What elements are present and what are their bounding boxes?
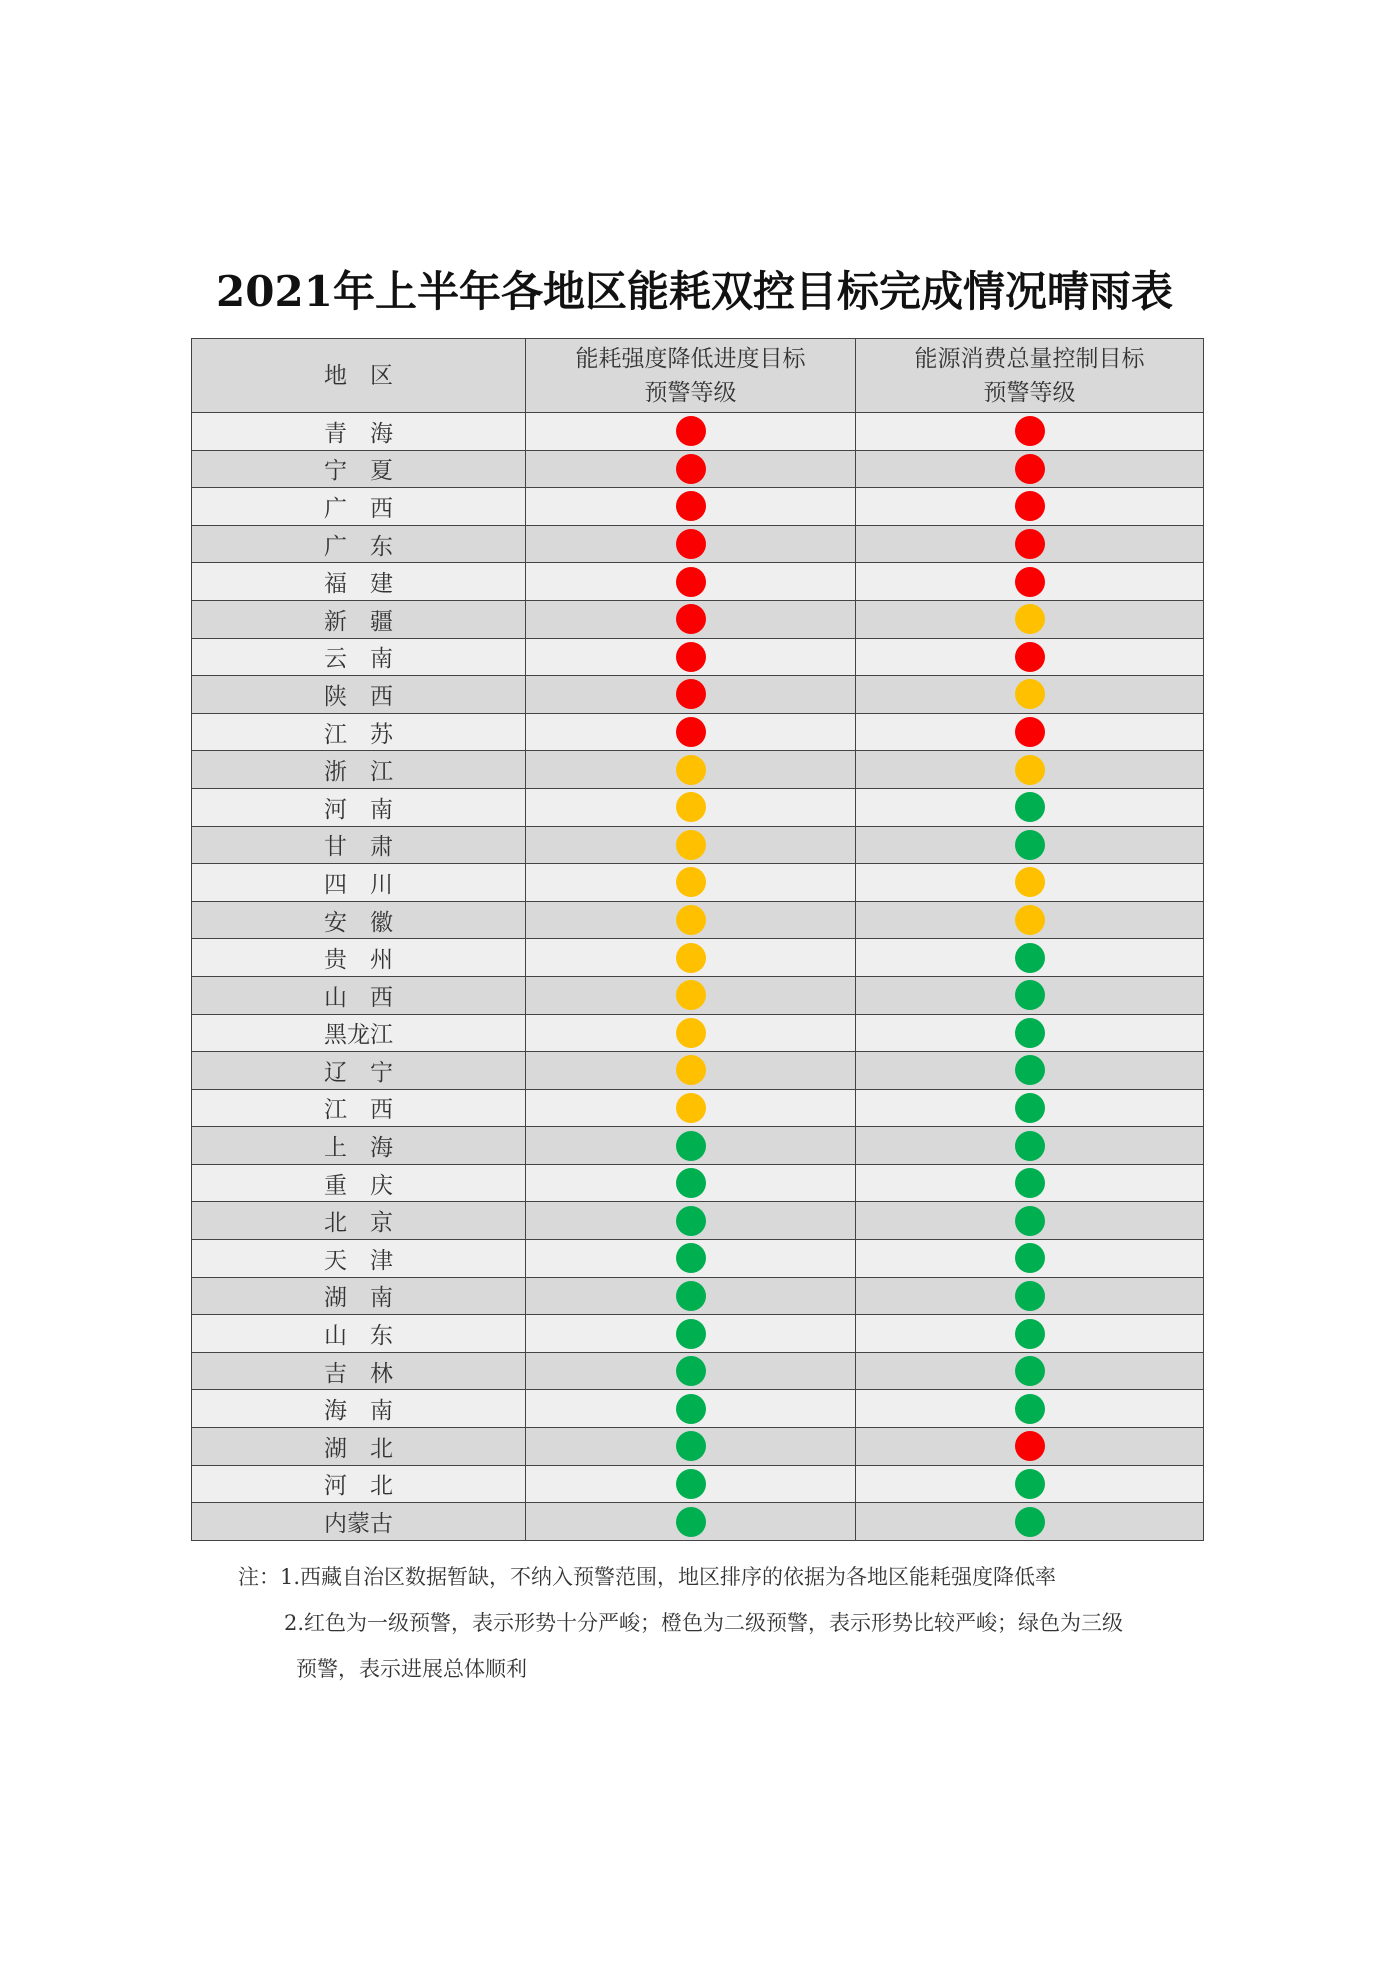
table-row [192,488,1204,526]
warning-dot-orange [1015,604,1045,634]
total-warning-cell [856,1164,1204,1202]
table-row [192,1352,1204,1390]
region-cell [192,488,526,526]
warning-dot-green [676,1206,706,1236]
table-row [192,600,1204,638]
warning-dot-green [1015,792,1045,822]
region-name: 内蒙古 [324,1511,393,1538]
warning-dot-orange [1015,905,1045,935]
total-warning-cell [856,939,1204,977]
header-total-line1: 能源消费总量控制目标 [914,345,1145,372]
intensity-warning-cell [526,1315,856,1353]
intensity-warning-cell [526,826,856,864]
intensity-warning-cell [526,713,856,751]
footnotes [238,1554,1208,1692]
region-cell [192,1352,526,1390]
region-cell [192,413,526,451]
intensity-warning-cell [526,1164,856,1202]
intensity-warning-cell [526,676,856,714]
warning-dot-orange [676,1018,706,1048]
table-row [192,1089,1204,1127]
warning-dot-red [676,642,706,672]
intensity-warning-cell [526,1503,856,1541]
region-cell [192,1127,526,1165]
table-row [192,788,1204,826]
region-cell [192,563,526,601]
region-cell [192,676,526,714]
header-total-line2: 预警等级 [983,379,1076,406]
region-cell [192,1052,526,1090]
intensity-warning-cell [526,1465,856,1503]
region-name: 安 徽 [324,909,393,936]
intensity-warning-cell [526,1089,856,1127]
total-warning-cell [856,676,1204,714]
warning-dot-green [1015,1319,1045,1349]
table-row [192,1428,1204,1466]
warning-dot-green [1015,1281,1045,1311]
region-cell [192,1390,526,1428]
region-cell [192,600,526,638]
warning-dot-green [676,1394,706,1424]
note-line-1: 注：1.西藏自治区数据暂缺，不纳入预警范围，地区排序的依据为各地区能耗强度降低率 [238,1565,1057,1589]
warning-dot-orange [676,980,706,1010]
table-body [192,413,1204,1541]
table-row [192,826,1204,864]
total-warning-cell [856,1240,1204,1278]
note-line-2: 2.红色为一级预警，表示形势十分严峻；橙色为二级预警，表示形势比较严峻；绿色为三级 [284,1611,1124,1635]
total-warning-cell [856,1089,1204,1127]
total-warning-cell [856,1014,1204,1052]
warning-dot-green [1015,1206,1045,1236]
warning-dot-orange [676,1055,706,1085]
table-row [192,1014,1204,1052]
header-intensity-line1: 能耗强度降低进度目标 [575,345,806,372]
warning-dot-green [1015,1507,1045,1537]
region-cell [192,901,526,939]
table-row [192,1315,1204,1353]
region-name: 贵 州 [324,947,393,974]
note-line-3: 预警，表示进展总体顺利 [296,1657,527,1681]
total-warning-cell [856,1428,1204,1466]
table-row [192,1390,1204,1428]
region-name: 河 北 [324,1473,393,1500]
region-cell [192,1465,526,1503]
warning-dot-orange [676,830,706,860]
intensity-warning-cell [526,488,856,526]
warning-dot-orange [676,755,706,785]
warning-dot-green [1015,1055,1045,1085]
warning-dot-orange [1015,679,1045,709]
intensity-warning-cell [526,1352,856,1390]
table-row [192,976,1204,1014]
warning-dot-red [1015,642,1045,672]
intensity-warning-cell [526,864,856,902]
table-row [192,713,1204,751]
warning-dot-orange [676,867,706,897]
total-warning-cell [856,638,1204,676]
region-cell [192,1315,526,1353]
total-warning-cell [856,488,1204,526]
region-cell [192,1014,526,1052]
total-warning-cell [856,413,1204,451]
warning-dot-green [1015,1018,1045,1048]
region-name: 浙 江 [324,759,393,786]
warning-dot-green [1015,830,1045,860]
warning-dot-orange [1015,755,1045,785]
table-row [192,413,1204,451]
table-header-row [192,339,1204,413]
region-cell [192,638,526,676]
warning-dot-green [676,1507,706,1537]
intensity-warning-cell [526,1127,856,1165]
region-cell [192,1240,526,1278]
region-cell [192,1503,526,1541]
warning-dot-green [676,1319,706,1349]
table-row [192,864,1204,902]
warning-dot-green [676,1243,706,1273]
warning-dot-green [1015,1093,1045,1123]
warning-dot-red [1015,1431,1045,1461]
intensity-warning-cell [526,1390,856,1428]
warning-dot-green [676,1431,706,1461]
intensity-warning-cell [526,413,856,451]
warning-dot-green [1015,1469,1045,1499]
total-warning-cell [856,901,1204,939]
warning-dot-red [1015,529,1045,559]
total-warning-cell [856,976,1204,1014]
table-row [192,1240,1204,1278]
intensity-warning-cell [526,600,856,638]
region-name: 湖 北 [324,1435,393,1462]
total-warning-cell [856,1277,1204,1315]
warning-table [191,338,1204,1541]
region-cell [192,1428,526,1466]
region-name: 江 苏 [324,721,393,748]
table-row [192,939,1204,977]
region-cell [192,976,526,1014]
table-row [192,638,1204,676]
intensity-warning-cell [526,976,856,1014]
table-row [192,450,1204,488]
region-name: 海 南 [324,1398,393,1425]
warning-dot-green [676,1168,706,1198]
total-warning-cell [856,751,1204,789]
total-warning-cell [856,1127,1204,1165]
total-warning-cell [856,788,1204,826]
total-warning-cell [856,1315,1204,1353]
region-name: 广 东 [324,533,393,560]
region-name: 北 京 [324,1210,393,1237]
warning-dot-red [676,416,706,446]
region-cell [192,450,526,488]
table-row [192,1202,1204,1240]
warning-dot-green [676,1356,706,1386]
warning-dot-green [1015,980,1045,1010]
warning-dot-red [676,679,706,709]
warning-dot-red [1015,717,1045,747]
warning-dot-green [676,1131,706,1161]
region-cell [192,788,526,826]
warning-dot-orange [676,943,706,973]
region-name: 吉 林 [324,1360,393,1387]
warning-dot-red [676,529,706,559]
region-cell [192,751,526,789]
region-cell [192,1202,526,1240]
total-warning-cell [856,450,1204,488]
total-warning-cell [856,1465,1204,1503]
intensity-warning-cell [526,1014,856,1052]
region-cell [192,1089,526,1127]
region-name: 河 南 [324,796,393,823]
region-name: 新 疆 [324,608,393,635]
warning-dot-orange [676,905,706,935]
table-row [192,901,1204,939]
intensity-warning-cell [526,638,856,676]
region-name: 辽 宁 [324,1059,393,1086]
region-name: 云 南 [324,646,393,673]
total-warning-cell [856,1052,1204,1090]
header-region: 地 区 [192,339,526,413]
header-intensity-line2: 预警等级 [644,379,737,406]
table-row [192,751,1204,789]
table-row [192,525,1204,563]
warning-dot-red [676,454,706,484]
intensity-warning-cell [526,1240,856,1278]
total-warning-cell [856,563,1204,601]
total-warning-cell [856,826,1204,864]
header-intensity [526,339,856,413]
total-warning-cell [856,525,1204,563]
warning-dot-red [676,567,706,597]
total-warning-cell [856,1390,1204,1428]
table-row [192,676,1204,714]
warning-dot-red [1015,454,1045,484]
intensity-warning-cell [526,1428,856,1466]
region-name: 重 庆 [324,1172,393,1199]
warning-dot-red [676,604,706,634]
intensity-warning-cell [526,1202,856,1240]
warning-dot-green [1015,1394,1045,1424]
region-name: 湖 南 [324,1285,393,1312]
region-name: 上 海 [324,1135,393,1162]
region-cell [192,826,526,864]
warning-dot-green [1015,943,1045,973]
total-warning-cell [856,1352,1204,1390]
warning-dot-red [676,717,706,747]
region-name: 山 西 [324,984,393,1011]
region-name: 黑龙江 [324,1022,393,1049]
table-row [192,1164,1204,1202]
total-warning-cell [856,864,1204,902]
region-name: 青 海 [324,420,393,447]
warning-dot-red [1015,491,1045,521]
warning-dot-red [1015,567,1045,597]
page-title: 2021年上半年各地区能耗双控目标完成情况晴雨表 [216,267,1173,316]
intensity-warning-cell [526,788,856,826]
intensity-warning-cell [526,939,856,977]
warning-dot-green [676,1469,706,1499]
table-row [192,1052,1204,1090]
warning-dot-orange [676,1093,706,1123]
region-cell [192,864,526,902]
total-warning-cell [856,1503,1204,1541]
region-cell [192,939,526,977]
region-name: 陕 西 [324,683,393,710]
warning-dot-orange [1015,867,1045,897]
region-cell [192,1164,526,1202]
warning-dot-green [1015,1243,1045,1273]
region-name: 江 西 [324,1097,393,1124]
region-cell [192,525,526,563]
intensity-warning-cell [526,1052,856,1090]
total-warning-cell [856,1202,1204,1240]
intensity-warning-cell [526,1277,856,1315]
region-name: 广 西 [324,495,393,522]
warning-dot-red [676,491,706,521]
region-name: 宁 夏 [324,458,393,485]
header-total [856,339,1204,413]
warning-dot-green [1015,1168,1045,1198]
table-row [192,1127,1204,1165]
region-name: 四 川 [324,871,393,898]
region-name: 山 东 [324,1323,393,1350]
warning-dot-red [1015,416,1045,446]
warning-dot-green [1015,1356,1045,1386]
intensity-warning-cell [526,901,856,939]
table-row [192,1277,1204,1315]
intensity-warning-cell [526,450,856,488]
total-warning-cell [856,713,1204,751]
table-row [192,563,1204,601]
table-row [192,1503,1204,1541]
table-row [192,1465,1204,1503]
intensity-warning-cell [526,525,856,563]
intensity-warning-cell [526,563,856,601]
region-name: 福 建 [324,571,393,598]
region-cell [192,1277,526,1315]
warning-dot-orange [676,792,706,822]
warning-dot-green [676,1281,706,1311]
total-warning-cell [856,600,1204,638]
region-name: 天 津 [324,1247,393,1274]
region-name: 甘 肃 [324,834,393,861]
warning-dot-green [1015,1131,1045,1161]
region-cell [192,713,526,751]
intensity-warning-cell [526,751,856,789]
